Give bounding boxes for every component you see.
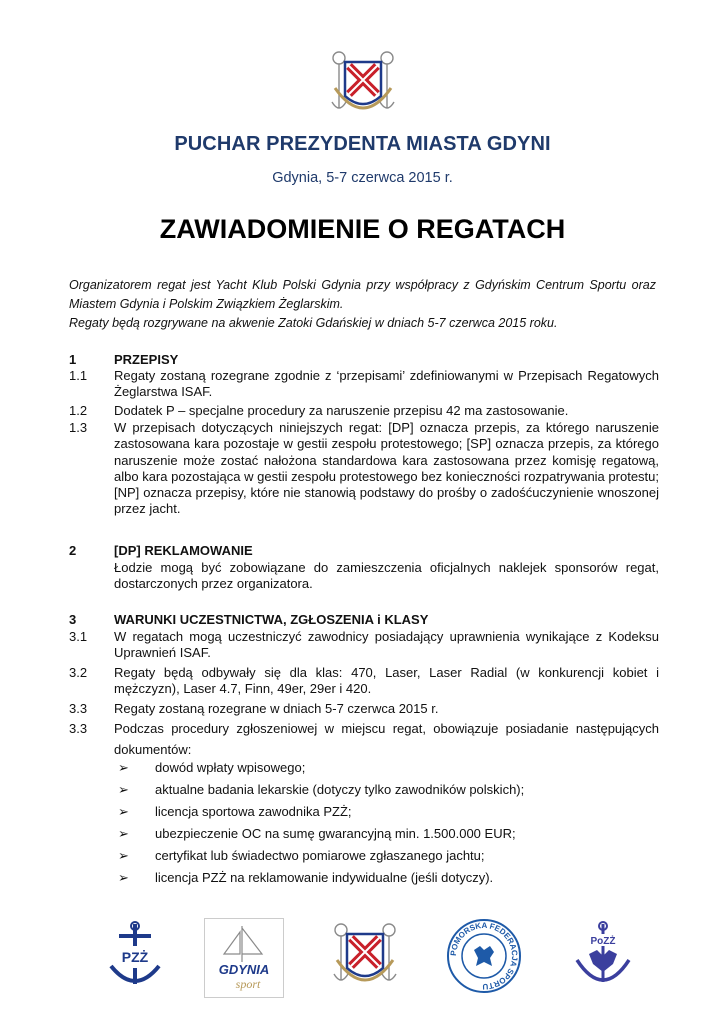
clause-number: 1.3	[69, 420, 88, 435]
clause-number: 1.1	[69, 368, 88, 383]
clause-text: Łodzie mogą być zobowiązane do zamieszczenia oficjalnych naklejek sponsorów regat, dostarczonych przez organizatora.	[114, 560, 659, 592]
gdynia-logo-text: GDYNIA	[218, 962, 270, 977]
clause-number: 1.2	[69, 403, 88, 418]
gdynia-sport-logo	[204, 918, 284, 998]
yacht-club-emblem-top	[328, 48, 398, 120]
section-number: 3	[69, 612, 77, 627]
intro-organizer: Organizatorem regat jest Yacht Klub Polski Gdynia przy współpracy z Gdyńskim Centrum Sportu oraz Miastem Gdynia i Polskim Związkiem Żeglarskim.	[69, 278, 656, 311]
pzz-logo	[105, 920, 165, 992]
pomorska-ring-text: POMORSKA FEDERACJA SPORTU	[448, 920, 520, 992]
arrow-bullet-icon: ➢	[118, 804, 129, 819]
arrow-bullet-icon: ➢	[118, 760, 129, 775]
clause-number: 3.3	[69, 701, 88, 716]
clause-number: 3.2	[69, 665, 88, 680]
pzz-logo-text: PZŻ	[121, 949, 149, 965]
list-item-text: certyfikat lub świadectwo pomiarowe zgłaszanego jachtu;	[155, 848, 485, 863]
arrow-bullet-icon: ➢	[118, 826, 129, 841]
list-item-text: licencja PZŻ na reklamowanie indywidualne (jeśli dotyczy).	[155, 870, 494, 885]
arrow-bullet-icon: ➢	[118, 848, 129, 863]
page-title: ZAWIADOMIENIE O REGATACH	[159, 214, 566, 244]
clause-text: Regaty zostaną rozegrane zgodnie z ‘przepisami’ zdefiniowanymi w Przepisach Regatowych Żeglarstwa ISAF.	[114, 368, 659, 400]
pozz-logo	[573, 920, 633, 990]
clause-text: Podczas procedury zgłoszeniowej w miejscu regat, obowiązuje posiadanie następujących dokumentów:	[114, 721, 659, 757]
list-item-text: aktualne badania lekarskie (dotyczy tylko zawodników polskich);	[155, 782, 525, 797]
arrow-bullet-icon: ➢	[118, 782, 129, 797]
list-item-text: licencja sportowa zawodnika PZŻ;	[155, 804, 352, 819]
pomorska-federacja-sportu-logo	[446, 918, 522, 994]
list-item-text: ubezpieczenie OC na sumę gwarancyjną min. 1.500.000 EUR;	[155, 826, 516, 841]
clause-number: 3.3	[69, 721, 88, 736]
arrow-bullet-icon: ➢	[118, 870, 129, 885]
list-item-text: dowód wpłaty wpisowego;	[155, 760, 306, 775]
pozz-logo-text: PoZŻ	[590, 936, 616, 947]
section-number: 1	[69, 352, 77, 367]
section-title: WARUNKI UCZESTNICTWA, ZGŁOSZENIA i KLASY	[114, 612, 429, 627]
clause-number: 3.1	[69, 629, 88, 644]
clause-text: W regatach mogą uczestniczyć zawodnicy posiadający uprawnienia wynikające z Kodeksu Uprawnień ISAF.	[114, 629, 659, 661]
sport-logo-text: sport	[235, 977, 261, 991]
section-title: PRZEPISY	[114, 352, 179, 367]
clause-text: Regaty będą odbywały się dla klas: 470, Laser, Laser Radial (w konkurencji kobiet i mężczyzn), Laser 4.7, Finn, 49er, 29er i 420.	[114, 665, 659, 697]
section-title: [DP] REKLAMOWANIE	[114, 543, 253, 558]
event-date: Gdynia, 5-7 czerwca 2015 r.	[272, 170, 453, 186]
regatta-cup-title: PUCHAR PREZYDENTA MIASTA GDYNI	[174, 133, 551, 155]
clause-text: Regaty zostaną rozegrane w dniach 5-7 czerwca 2015 r.	[114, 701, 439, 716]
clause-text: W przepisach dotyczących niniejszych regat: [DP] oznacza przepis, za którego naruszenie zastosowana kara pozostaje w gestii zespołu protestowego; [SP] oznacza przepis, za którego naruszenie może zostać nałożona standardowa kara zastosowana przez komisję regatową, albo kara pozostająca w gestii zespołu protestowego bez konieczności rozpatrywania protestu; [NP] oznacza przepisy, które nie stanowią podstawy do prośby o zadośćuczynienie wnoszonej przez jacht.	[114, 420, 659, 517]
section-number: 2	[69, 543, 77, 558]
clause-text: Dodatek P – specjalne procedury za naruszenie przepisu 42 ma zastosowanie.	[114, 403, 569, 418]
intro-venue: Regaty będą rozgrywane na akwenie Zatoki Gdańskiej w dniach 5-7 czerwca 2015 roku.	[69, 316, 558, 330]
yacht-club-emblem-bottom	[330, 920, 400, 992]
